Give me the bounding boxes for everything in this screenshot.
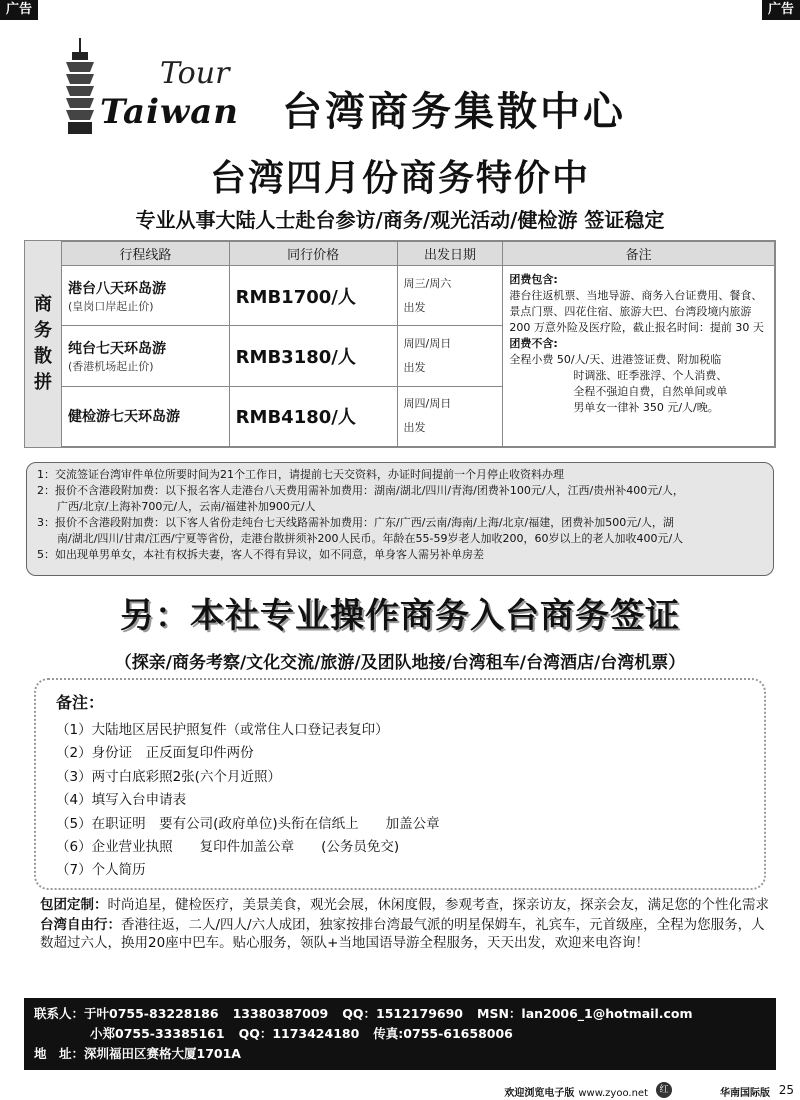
- depart-label: 出发: [403, 360, 426, 374]
- excluded-line: 时调涨、旺季涨浮、个人消费、: [573, 369, 728, 382]
- contact-mobile: 13380387009: [232, 1006, 329, 1021]
- col-header-date: 出发日期: [397, 242, 503, 266]
- route-name: 港台八天环岛游: [68, 280, 166, 297]
- requirements-box: [34, 678, 766, 890]
- contact-phone: 于叶0755-83228186: [84, 1006, 219, 1021]
- contact-row: [34, 1044, 766, 1064]
- route-price: RMB4180/人: [229, 386, 397, 446]
- depart-days: 周四/周日: [403, 397, 452, 411]
- depart-days: 周三/周六: [403, 276, 452, 290]
- free-travel-label: 台湾自由行：: [40, 917, 121, 933]
- requirement-item: （4）填写入台申请表: [56, 792, 187, 809]
- table-header-row: [62, 242, 775, 266]
- contact-row: [34, 1024, 766, 1044]
- included-text: 港台往返机票、当地导游、商务入台证费用、餐食、景点门票、四花住宿、旅游大巴、台湾段境内旅游 200 万意外险及医疗险，截止报名时间：提前 30 天: [509, 289, 764, 334]
- excluded-line: 男单女一律补 350 元/人/晚。: [573, 401, 719, 414]
- table-side-label: [25, 241, 61, 447]
- custom-package-text: 时尚追星，健检医疗，美景美食，观光会展，休闲度假，参观考查，探亲访友，探亲会友，满足您的个性化需求: [107, 897, 769, 913]
- contact-qq: QQ：1173424180: [238, 1026, 360, 1041]
- route-cell: [62, 266, 230, 326]
- contact-bar: [24, 998, 776, 1070]
- depart-label: 出发: [403, 421, 426, 435]
- page-number: 25: [778, 1083, 794, 1097]
- custom-package-paragraph: [40, 896, 770, 914]
- footer-brand: 华南国际版: [720, 1088, 770, 1099]
- contact-msn: MSN：lan2006_1@hotmail.com: [477, 1006, 693, 1021]
- brand-mark-icon: 红: [656, 1082, 672, 1098]
- note-line: 南/湖北/四川/甘肃/江西/宁夏等省份，走港台散拼须补200人民币。年龄在55-59岁老人加收200，60岁以上的老人加收400元/人: [57, 532, 684, 545]
- side-label-char: 商: [34, 294, 52, 315]
- route-price: RMB1700/人: [229, 266, 397, 326]
- route-sub: (香港机场起止价): [68, 359, 154, 373]
- side-label-char: 拼: [34, 372, 52, 393]
- taipei-101-logo-icon: [60, 38, 100, 138]
- remarks-cell: [503, 266, 775, 447]
- route-dates: [397, 326, 503, 386]
- requirement-item: （6）企业营业执照 复印件加盖公章 (公务员免交): [56, 839, 400, 856]
- side-label-char: 务: [34, 320, 52, 341]
- custom-package-label: 包团定制：: [40, 897, 108, 913]
- route-table-section: [24, 240, 776, 448]
- included-title: 团费包含:: [509, 273, 558, 286]
- address-label: 地 址：: [34, 1046, 85, 1061]
- visa-banner: 另：本社专业操作商务入台商务签证: [120, 596, 680, 636]
- contact-qq: QQ：1512179690: [342, 1006, 463, 1021]
- route-name: 健检游七天环岛游: [68, 409, 180, 426]
- free-travel-paragraph: [40, 916, 770, 952]
- requirement-item: （7）个人简历: [56, 862, 146, 879]
- route-cell: [62, 326, 230, 386]
- free-travel-text: 香港往返，二人/四人/六人成团，独家按排台湾最气派的明星保姆车，礼宾车，元首级座，全程为您服务，人数超过六人，换用20座中巴车。贴心服务，领队+当地国语导游全程服务，天天出发，欢迎来电咨询！: [40, 917, 765, 951]
- note-line: 广西/北京/上海补700元/人，云南/福建补加900元/人: [57, 500, 316, 513]
- note-line: 2：报价不含港段附加费：以下报名客人走港台八天费用需补加费用：湖南/湖北/四川/青海/团费补100元/人，江西/贵州补400元/人，: [37, 484, 684, 497]
- contact-phone: 小郑0755-33385161: [90, 1026, 225, 1041]
- logo-taiwan-text: Taiwan: [100, 92, 240, 132]
- ad-tag-left: 广告: [0, 0, 38, 20]
- notes-box: [26, 462, 774, 576]
- route-name: 纯台七天环岛游: [68, 340, 166, 357]
- excluded-line: 全程不强迫自费，自然单间或单: [573, 385, 728, 398]
- address-text: 深圳福田区赛格大厦1701A: [84, 1046, 241, 1061]
- requirement-item: （3）两寸白底彩照2张(六个月近照）: [56, 768, 281, 785]
- logo-tour-text: Tour: [160, 56, 230, 91]
- note-line: 1：交流签证台湾审件单位所要时间为21个工作日，请提前七天交资料，办证时间提前一个月停止收资料办理: [37, 468, 564, 481]
- page-footer: [0, 1082, 800, 1100]
- requirement-item: （2）身份证 正反面复印件两份: [56, 745, 254, 762]
- side-label-char: 散: [34, 346, 52, 367]
- excluded-title: 团费不含:: [509, 337, 558, 350]
- requirement-item: （1）大陆地区居民护照复件（或常住人口登记表复印）: [56, 722, 389, 738]
- contact-row: [34, 1004, 766, 1024]
- route-price: RMB3180/人: [229, 326, 397, 386]
- header: [60, 38, 760, 138]
- services-line: （探亲/商务考察/文化交流/旅游/及团队地接/台湾租车/台湾酒店/台湾机票）: [114, 653, 686, 673]
- footer-welcome-text: 欢迎浏览电子版: [504, 1088, 575, 1099]
- note-line: 3：报价不含港段附加费：以下客人省份走纯台七天线路需补加费用：广东/广西/云南/海南/上海/北京/福建，团费补加500元/人，湖: [37, 516, 674, 529]
- route-dates: [397, 266, 503, 326]
- col-header-price: 同行价格: [229, 242, 397, 266]
- requirements-title: 备注：: [56, 693, 105, 712]
- table-row: [62, 266, 775, 326]
- col-header-remarks: 备注: [503, 242, 775, 266]
- requirement-item: （5）在职证明 要有公司(政府单位)头衔在信纸上 加盖公章: [56, 815, 440, 832]
- contact-fax: 传真:0755-61658006: [373, 1026, 513, 1041]
- contact-person-label: 联系人：: [34, 1006, 85, 1021]
- promo-title: 台湾四月份商务特价中: [209, 158, 590, 199]
- col-header-route: 行程线路: [62, 242, 230, 266]
- extras-section: [40, 896, 770, 954]
- depart-days: 周四/周日: [403, 336, 452, 350]
- company-name: 台湾商务集散中心: [282, 89, 626, 135]
- promo-subtitle: 专业从事大陆人士赴台参访/商务/观光活动/健检游 签证稳定: [135, 208, 665, 232]
- route-dates: [397, 386, 503, 446]
- route-sub: (皇岗口岸起止价): [68, 299, 154, 313]
- depart-label: 出发: [403, 300, 426, 314]
- ad-tag-right: 广告: [762, 0, 800, 20]
- footer-welcome: [504, 1084, 648, 1099]
- excluded-line: 全程小费 50/人/天、进港签证费、附加税临: [509, 353, 722, 366]
- route-cell: [62, 386, 230, 446]
- route-table: [61, 241, 775, 447]
- note-line: 5：如出现单男单女，本社有权拆夫妻，客人不得有异议，如不同意，单身客人需另补单房差: [37, 548, 484, 561]
- footer-url: www.zyoo.net: [578, 1088, 648, 1099]
